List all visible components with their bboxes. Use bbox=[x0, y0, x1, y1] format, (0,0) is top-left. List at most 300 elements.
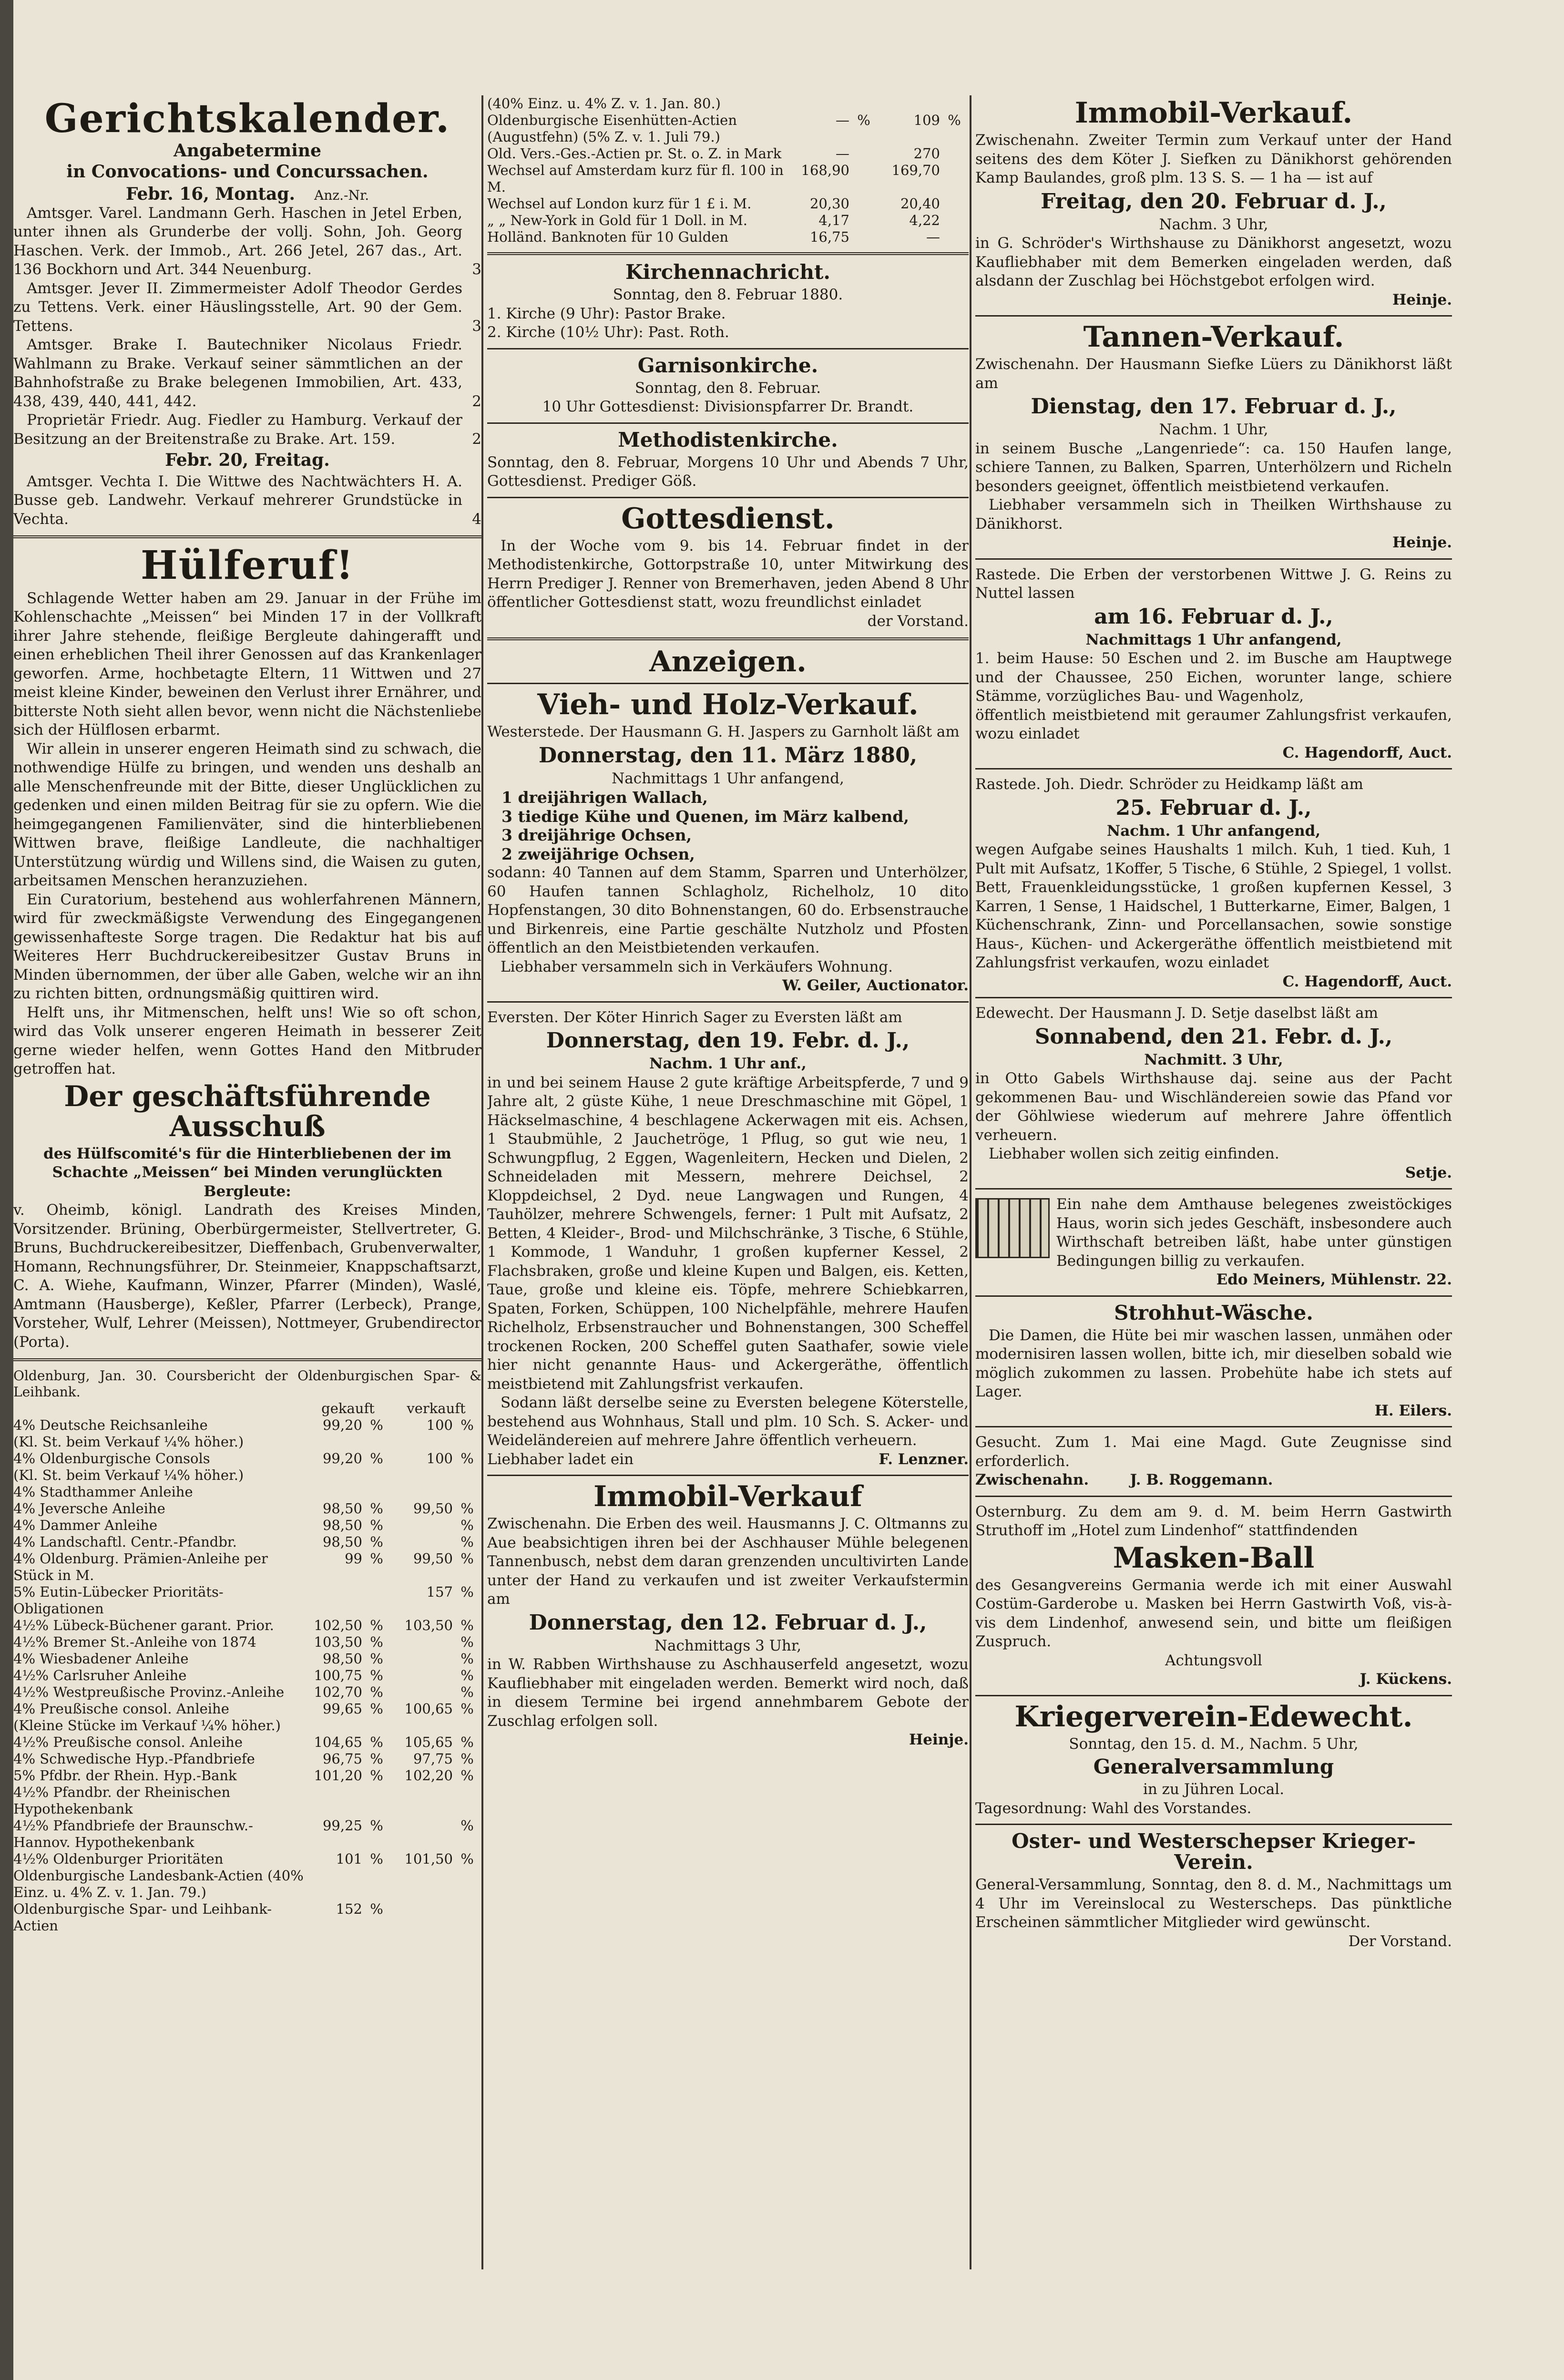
court-calendar-subtitle: in Convocations- und Concurssachen. bbox=[66, 161, 429, 182]
exchange-row bbox=[13, 1751, 481, 1767]
security-name: 4½% Pfandbriefe der Braunschw.-Hannov. Hypothekenbank bbox=[13, 1817, 253, 1851]
divider bbox=[487, 497, 969, 498]
rastede2-text: wegen Aufgabe seines Haushalts 1 milch. Kuh, 1 tied. Kuh, 1 Pult mit Aufsatz, 1Koffer, 5 Tische, 6 Stühle, 2 Spiegel, 1 vollst. Bett, Frauenkleidungsstücke, 1 großen kupfernen Kessel, 3 Karren, 1 Sense, 1 Haidschel, 1 Butterkarne, Eimer, Balgen, 1 Küchenschrank, Zinn- und Porcellansachen, sowie sonstige Haus-, Küchen- und Ackergeräthe öffentlich meistbietend mit Zahlungsfrist verkaufen, wozu einladet bbox=[975, 841, 1452, 971]
court-entry bbox=[13, 336, 481, 411]
divider bbox=[487, 348, 969, 349]
exchange-row bbox=[13, 1634, 481, 1651]
sold-value: 99,50 bbox=[413, 1500, 453, 1517]
property-sale-time: Nachmittags 3 Uhr, bbox=[654, 1637, 802, 1654]
bought-unit: % bbox=[370, 1817, 383, 1834]
sold-unit bbox=[940, 229, 969, 246]
exchange-row bbox=[13, 1867, 481, 1901]
exchange-row bbox=[13, 1584, 481, 1617]
masked-ball-text: des Gesangvereins Germania werde ich mit einer Auswahl Costüm-Garderobe u. Masken bei Herrn Gastwirth Voß, vis-à-vis dem Lindenhof, anwesend sein, und bitte um fleißigen Zuspruch. bbox=[975, 1576, 1452, 1651]
garrison-church-text: 10 Uhr Gottesdienst: Divisionspfarrer Dr. Brandt. bbox=[542, 398, 914, 416]
security-name: 4½% Lübeck-Büchener garant. Prior. bbox=[13, 1617, 274, 1634]
sold-unit: % bbox=[948, 112, 961, 128]
sold-unit bbox=[453, 1784, 481, 1817]
appeal-paragraph: Schlagende Wetter haben am 29. Januar in der Frühe im Kohlenschachte „Meissen“ bei Minden 17 in der Vollkraft ihrer Jahre stehende, fleißige Bergleute dahingerafft und einen erheblichen Theil ihrer Genossen auf das Krankenlager geworfen. Arme, hochbetagte Eltern, 11 Wittwen und 27 meist kleine Kinder, beweinen den Verlust ihrer Ernährer, und bitterste Noth sieht allen bevor, wenn nicht die Nächstenliebe sich der Hülflosen erbarmt. bbox=[13, 589, 481, 739]
house-illustration bbox=[975, 1198, 1050, 1258]
wanted-signature: Zwischenahn. J. B. Roggemann. bbox=[975, 1471, 1273, 1489]
exchange-row bbox=[13, 1484, 481, 1500]
sold-value: 4,22 bbox=[909, 212, 940, 228]
security-name: 4½% Bremer St.-Anleihe von 1874 bbox=[13, 1634, 256, 1651]
sold-unit bbox=[453, 1717, 481, 1734]
security-name: 4½% Carlsruher Anleihe bbox=[13, 1667, 187, 1684]
property-sale-title: Immobil-Verkauf bbox=[593, 1480, 862, 1514]
church-notice-date: Sonntag, den 8. Februar 1880. bbox=[613, 286, 843, 304]
bought-unit bbox=[362, 1434, 391, 1450]
bought-value: 102,70 bbox=[314, 1684, 362, 1701]
fir-sale-date: Dienstag, den 17. Februar d. J., bbox=[1031, 394, 1397, 419]
divider bbox=[975, 997, 1452, 998]
exchange-table-continued bbox=[487, 95, 969, 246]
bought-value: 99,20 bbox=[322, 1417, 362, 1434]
security-name: 4% Stadthammer Anleihe bbox=[13, 1484, 193, 1500]
sold-unit: % bbox=[460, 1734, 474, 1751]
rastede-date: am 16. Februar d. J., bbox=[1094, 604, 1333, 629]
bought-value bbox=[305, 1784, 362, 1817]
security-name: 4½% Pfandbr. der Rheinischen Hypothekenbank bbox=[13, 1784, 231, 1817]
court-entry-number: 3 bbox=[472, 261, 481, 278]
sold-value bbox=[391, 1467, 453, 1484]
livestock-item: 3 tiedige Kühe und Quenen, im März kalbend, bbox=[501, 807, 909, 826]
court-entry bbox=[13, 204, 481, 279]
sold-value: 103,50 bbox=[404, 1617, 453, 1634]
straw-hat-title: Strohhut-Wäsche. bbox=[1114, 1301, 1313, 1324]
security-name: 4% Landschaftl. Centr.-Pfandbr. bbox=[13, 1534, 237, 1550]
exchange-row bbox=[487, 229, 969, 246]
bought-value: 99 bbox=[345, 1550, 362, 1567]
exchange-row bbox=[487, 212, 969, 229]
property-sale-text: Zwischenahn. Die Erben des weil. Hausmanns J. C. Oltmanns zu Aue beabsichtigen ihren bei der Aschhauser Mühle belegenen Tannenbusch, nebst dem daran grenzenden uncultivirten Lande unter der Hand zu verkaufen und ist zweiter Verkaufstermin am bbox=[487, 1515, 969, 1608]
divider bbox=[487, 422, 969, 424]
security-name: (Kl. St. beim Verkauf ¼% höher.) bbox=[13, 1434, 244, 1450]
sold-value: 97,75 bbox=[413, 1751, 453, 1767]
eversten-text: Sodann läßt derselbe seine zu Eversten belegene Köterstelle, bestehend aus Wohnhaus, Stall und plm. 10 Sch. S. Acker- und Weideländereien auf mehrere Jahre öffentlich verheuern. bbox=[487, 1394, 969, 1449]
bought-value: 99,20 bbox=[322, 1450, 362, 1467]
veterans-club-agenda: Tagesordnung: Wahl des Vorstandes. bbox=[975, 1799, 1252, 1817]
eversten-invite: Liebhaber ladet ein bbox=[487, 1450, 634, 1468]
bought-unit: % bbox=[370, 1667, 383, 1684]
exchange-header bbox=[13, 1400, 481, 1417]
bought-value: 152 bbox=[336, 1901, 362, 1918]
sold-unit: % bbox=[460, 1517, 474, 1534]
divider bbox=[13, 1358, 481, 1361]
exchange-row bbox=[487, 112, 969, 145]
court-date: Febr. 16, Montag. bbox=[125, 184, 296, 204]
bought-unit: % bbox=[370, 1517, 383, 1534]
livestock-sale-signature: W. Geiler, Auctionator. bbox=[782, 977, 969, 995]
sold-value: 169,70 bbox=[891, 162, 940, 178]
bought-value: 96,75 bbox=[322, 1751, 362, 1767]
sold-unit bbox=[453, 1484, 481, 1500]
security-name: (Kl. St. beim Verkauf ¼% höher.) bbox=[13, 1467, 244, 1484]
divider bbox=[975, 1295, 1452, 1297]
exchange-row bbox=[487, 95, 969, 112]
sold-unit bbox=[940, 195, 969, 212]
bought-unit: % bbox=[370, 1450, 383, 1467]
security-name: „ „ New-York in Gold für 1 Doll. in M. bbox=[487, 212, 747, 228]
appeal-title: Hülferuf! bbox=[141, 543, 354, 589]
oster-veterans-text: General-Versammlung, Sonntag, den 8. d. M., Nachmittags um 4 Uhr im Vereinslocal zu Westerscheps. Das pünktliche Erscheinen sämmtlicher Mitglieder wird gewünscht. bbox=[975, 1876, 1452, 1931]
exchange-report-heading: Oldenburg, Jan. 30. Coursbericht der Oldenburgischen Spar- & Leihbank. bbox=[13, 1368, 481, 1400]
garrison-church-date: Sonntag, den 8. Februar. bbox=[634, 379, 821, 397]
committee-names: v. Oheimb, königl. Landrath des Kreises Minden, Vorsitzender. Brüning, Oberbürgermeister, Stellvertreter, G. Bruns, Buchdruckereibesitzer, Dieffenbach, Grubenverwalter, Homann, Rechnungsführer, Dr. Steinmeier, Knappschaftsarzt, C. A. Wiehe, Kaufmann, Winzer, Pfarrer (Minden), Waslé, Amtmann (Hausberge), Keßler, Pfarrer (Lerbeck), Prange, Vorsteher, Wulf, Lehrer (Meissen), Nottmeyer, Grubendirector (Porta). bbox=[13, 1201, 481, 1351]
service-title: Gottesdienst. bbox=[621, 502, 835, 535]
masked-ball-regards: Achtungsvoll bbox=[1165, 1652, 1262, 1669]
bought-unit: % bbox=[370, 1550, 383, 1567]
security-name: (Kleine Stücke im Verkauf ¼% höher.) bbox=[13, 1717, 281, 1734]
security-name: 4½% Westpreußische Provinz.-Anleihe bbox=[13, 1684, 285, 1701]
service-signature: der Vorstand. bbox=[867, 612, 969, 630]
exchange-row bbox=[13, 1684, 481, 1701]
bought-value: 103,50 bbox=[314, 1634, 362, 1651]
sold-header: verkauft bbox=[407, 1400, 466, 1417]
divider bbox=[487, 252, 969, 255]
court-entries bbox=[13, 204, 481, 449]
sold-unit: % bbox=[460, 1534, 474, 1550]
bought-unit: % bbox=[370, 1734, 383, 1751]
oster-veterans-title: Oster- und Westerschepser Krieger-Verein. bbox=[1012, 1829, 1416, 1874]
edewecht-text: Liebhaber wollen sich zeitig einfinden. bbox=[989, 1145, 1279, 1162]
divider bbox=[975, 1188, 1452, 1190]
eversten-date: Donnerstag, den 19. Febr. d. J., bbox=[546, 1028, 910, 1053]
court-entry-number: 4 bbox=[472, 510, 481, 528]
sold-value: 100 bbox=[426, 1450, 453, 1467]
appeal-paragraph: Ein Curatorium, bestehend aus wohlerfahrenen Männern, wird für zweckmäßigste Verwendung des Eingegangenen gewissenhafteste Sorge tragen. Die Redaktur hat bis auf Weiteres Herr Buchdruckereibesitzer Gustav Bruns in Minden übernommen, der über alle Gaben, welche wir an ihn zu richten bitten, ordnungsmäßig quittiren wird. bbox=[13, 891, 481, 1003]
rastede2-time: Nachm. 1 Uhr anfangend, bbox=[1106, 822, 1321, 840]
bought-value: 16,75 bbox=[809, 229, 849, 245]
bought-unit: % bbox=[857, 112, 870, 128]
column-left bbox=[13, 95, 481, 2355]
committee-title: Der geschäftsführende Ausschuß bbox=[64, 1079, 431, 1143]
sold-unit: % bbox=[460, 1767, 474, 1784]
column-divider bbox=[481, 95, 483, 2269]
sold-value: 157 bbox=[426, 1584, 453, 1600]
bought-value: 98,50 bbox=[322, 1651, 362, 1667]
property-sale-text: in G. Schröder's Wirthshause zu Dänikhorst angesetzt, wozu Kaufliebhaber mit dem Bemerken eingeladen werden, daß alsdann der Zuschlag bei Höchstgebot erfolgen wird. bbox=[975, 235, 1452, 289]
exchange-row bbox=[487, 195, 969, 212]
fir-sale-signature: Heinje. bbox=[1392, 534, 1452, 551]
security-name: 5% Eutin-Lübecker Prioritäts-Obligationen bbox=[13, 1584, 224, 1617]
bought-value: 99,65 bbox=[322, 1701, 362, 1717]
bought-unit bbox=[849, 95, 878, 112]
veterans-club-text: Sonntag, den 15. d. M., Nachm. 5 Uhr, bbox=[1069, 1735, 1359, 1753]
sold-value bbox=[391, 1534, 453, 1550]
livestock-item: 3 dreijährige Ochsen, bbox=[501, 826, 692, 845]
security-name: 4% Jeversche Anleihe bbox=[13, 1500, 165, 1517]
divider bbox=[975, 1695, 1452, 1696]
security-name: Wechsel auf London kurz für 1 £ i. M. bbox=[487, 195, 752, 212]
sold-value bbox=[391, 1651, 453, 1667]
property-sale-signature: Heinje. bbox=[1392, 291, 1452, 308]
property-sale-date: Donnerstag, den 12. Februar d. J., bbox=[529, 1610, 927, 1635]
sold-value bbox=[391, 1434, 453, 1450]
edewecht-text: Edewecht. Der Hausmann J. D. Setje daselbst läßt am bbox=[975, 1005, 1379, 1022]
veterans-club-title: Kriegerverein-Edewecht. bbox=[1014, 1700, 1413, 1734]
sold-value bbox=[391, 1667, 453, 1684]
bought-unit: % bbox=[370, 1751, 383, 1767]
scan-edge bbox=[0, 0, 13, 2380]
bought-unit: % bbox=[370, 1701, 383, 1717]
court-entry-text: Proprietär Friedr. Aug. Fiedler zu Hamburg. Verkauf der Besitzung an der Breitenstraße zu Brake. Art. 159. bbox=[13, 411, 462, 448]
court-date-note: Anz.-Nr. bbox=[314, 187, 369, 203]
edewecht-date: Sonnabend, den 21. Febr. d. J., bbox=[1034, 1024, 1393, 1049]
security-name: Holländ. Banknoten für 10 Gulden bbox=[487, 229, 729, 245]
methodist-church-text: Sonntag, den 8. Februar, Morgens 10 Uhr und Abends 7 Uhr, Gottesdienst. Prediger Göß. bbox=[487, 453, 969, 490]
sold-unit bbox=[940, 162, 969, 195]
bought-unit: % bbox=[370, 1417, 383, 1434]
exchange-row bbox=[13, 1450, 481, 1467]
security-name: 4% Deutsche Reichsanleihe bbox=[13, 1417, 208, 1434]
security-name: Old. Vers.-Ges.-Actien pr. St. o. Z. in Mark bbox=[487, 145, 782, 162]
edewecht-text: in Otto Gabels Wirthshause daj. seine aus der Pacht gekommenen Bau- und Wischländereien sowie das Pfand vor der Göhlwiese wiederum auf mehrere Jahre öffentlich verheuern. bbox=[975, 1070, 1452, 1144]
rastede2-text: Rastede. Joh. Diedr. Schröder zu Heidkamp läßt am bbox=[975, 776, 1363, 793]
court-date: Febr. 20, Freitag. bbox=[165, 450, 330, 471]
bought-unit: % bbox=[370, 1634, 383, 1651]
security-name: 4% Oldenburg. Prämien-Anleihe per Stück in M. bbox=[13, 1550, 268, 1584]
court-entry bbox=[13, 472, 481, 529]
exchange-row bbox=[13, 1734, 481, 1751]
property-sale-time: Nachm. 3 Uhr, bbox=[1159, 215, 1268, 233]
bought-unit bbox=[849, 162, 878, 195]
exchange-row bbox=[13, 1901, 481, 1934]
eversten-signature: F. Lenzner. bbox=[879, 1450, 969, 1468]
property-sale-date: Freitag, den 20. Februar d. J., bbox=[1041, 189, 1387, 214]
divider bbox=[13, 535, 481, 538]
livestock-list bbox=[487, 788, 969, 863]
rastede-items: 1. beim Hause: 50 Eschen und 2. im Busche am Hauptwege und der Chaussee, 250 Eichen, worunter lange, schiere Stämme, vorzügliches Bau- und Wagenholz, bbox=[975, 650, 1452, 705]
sold-unit: % bbox=[460, 1651, 474, 1667]
divider bbox=[975, 1824, 1452, 1825]
sold-unit: % bbox=[460, 1701, 474, 1717]
bought-value bbox=[305, 1484, 362, 1500]
sold-unit: % bbox=[460, 1684, 474, 1701]
sold-unit: % bbox=[460, 1817, 474, 1834]
property-sale-text: Zwischenahn. Zweiter Termin zum Verkauf unter der Hand seitens des dem Köter J. Siefken zu Dänikhorst gehörenden Kamp Baulandes, groß plm. 13 S. S. — 1 ha — ist auf bbox=[975, 132, 1452, 186]
bought-value: 20,30 bbox=[809, 195, 849, 212]
fir-sale-title: Tannen-Verkauf. bbox=[1083, 320, 1344, 354]
service-text: In der Woche vom 9. bis 14. Februar findet in der Methodistenkirche, Gottorpstraße 10, unter Mitwirkung des Herrn Prediger J. Renner von Bremerhaven, jeden Abend 8 Uhr öffentlicher Gottesdienst statt, wozu freundlichst einladet bbox=[487, 537, 969, 611]
property-sale-text: in W. Rabben Wirthshause zu Aschhauserfeld angesetzt, wozu Kaufliebhaber mit eingeladen werden. Bemerkt wird noch, daß in diesem Termine bei irgend annehmbarem Gebote der Zuschlag erfolgen soll. bbox=[487, 1656, 969, 1730]
livestock-sale-title: Vieh- und Holz-Verkauf. bbox=[537, 688, 919, 722]
appeal-paragraph: Helft uns, ihr Mitmenschen, helft uns! Wie so oft schon, wird das Volk unserer engeren Heimath in besserer Zeit gerne wieder helfen, wenn Gottes Hand den Mitbruder getroffen hat. bbox=[13, 1004, 481, 1078]
livestock-item: 2 zweijährige Ochsen, bbox=[501, 844, 695, 863]
bought-unit bbox=[849, 145, 878, 162]
edewecht-time: Nachmitt. 3 Uhr, bbox=[1144, 1051, 1283, 1068]
eversten-text: in und bei seinem Hause 2 gute kräftige Arbeitspferde, 7 und 9 Jahre alt, 2 güste Kühe, 1 neue Dreschmaschine mit Göpel, 1 Häckselmaschine, 4 beschlagene Ackerwagen mit eis. Achsen, 1 Staubmühle, 2 Jauchetröge, 1 Pflug, so gut wie neu, 1 Schwungpflug, 2 Eggen, Wagenleitern, Hecken und Dielen, 2 Schneideladen mit Messern, mehrere Deichsel, 2 Kloppdeichsel, 2 Dyd. neue Langwagen und Rungen, 4 Tauhölzer, mehrere Schwengels, ferner: 1 Pult mit Aufsatz, 2 Betten, 4 Kleider-, Brod- und Milchschränke, 3 Tische, 6 Stühle, 1 Kommode, 1 Wanduhr, 1 großen kupferner Kessel, 2 Flachsbraken, große und kleine Kupen und Balgen, eis. Ketten, Taue, große und kleine eis. Töpfe, mehrere Schiebkarren, Spaten, Forken, Schüppen, 100 Nichelpfähle, mehrere Haufen Richelholz, Erbsenstraucher und Bohnenstangen, 300 Scheffel trockenen Rocken, 200 Scheffel guten Saathafer, sowie viele hier nicht genannte Haus- und Ackergeräthe, öffentlich meistbietend mit Zahlungsfrist verkaufen. bbox=[487, 1074, 969, 1393]
bought-value: — bbox=[836, 145, 849, 162]
bought-unit: % bbox=[370, 1851, 383, 1867]
bought-header: gekauft bbox=[321, 1400, 375, 1417]
bought-value: 104,65 bbox=[314, 1734, 362, 1751]
bought-value: 99,25 bbox=[322, 1817, 362, 1834]
methodist-church-title: Methodistenkirche. bbox=[618, 428, 838, 451]
exchange-row bbox=[13, 1534, 481, 1550]
exchange-table bbox=[13, 1417, 481, 1934]
sold-unit bbox=[453, 1467, 481, 1484]
court-entry-number: 2 bbox=[472, 430, 481, 448]
osternburg-text: Osternburg. Zu dem am 9. d. M. beim Herrn Gastwirth Struthoff im „Hotel zum Lindenhof“ stattfindenden bbox=[975, 1503, 1452, 1539]
sold-value bbox=[391, 1901, 453, 1934]
sold-value bbox=[391, 1867, 453, 1901]
livestock-sale-intro: Westerstede. Der Hausmann G. H. Jaspers zu Garnholt läßt am bbox=[487, 723, 960, 741]
security-name: 4½% Preußische consol. Anleihe bbox=[13, 1734, 243, 1751]
house-sale-text: Ein nahe dem Amthause belegenes zweistöckiges Haus, worin sich jedes Geschäft, insbesondere auch Wirthschaft betreiben läßt, habe unter günstigen Bedingungen billig zu verkaufen. bbox=[1056, 1196, 1452, 1270]
bought-unit bbox=[362, 1784, 391, 1817]
veterans-club-assembly: Generalversammlung bbox=[1093, 1755, 1334, 1779]
sold-value bbox=[391, 1717, 453, 1734]
fir-sale-text: Liebhaber versammeln sich in Theilken Wirthshause zu Dänikhorst. bbox=[975, 496, 1452, 533]
straw-hat-text: Die Damen, die Hüte bei mir waschen lassen, unmähen oder modernisiren lassen wollen, bitte ich, mir dieselben sobald wie möglich zukommen zu lassen. Probehüte habe ich stets auf Lager. bbox=[975, 1326, 1452, 1401]
sold-unit: % bbox=[460, 1550, 474, 1567]
rastede-signature: C. Hagendorff, Auct. bbox=[1282, 744, 1452, 761]
exchange-row bbox=[13, 1434, 481, 1450]
straw-hat-signature: H. Eilers. bbox=[1374, 1402, 1452, 1419]
property-sale-signature: Heinje. bbox=[909, 1731, 969, 1749]
bought-value bbox=[305, 1717, 362, 1734]
livestock-item: 1 dreijährigen Wallach, bbox=[501, 788, 708, 807]
column-divider bbox=[970, 95, 971, 2269]
divider bbox=[487, 637, 969, 640]
exchange-row bbox=[13, 1651, 481, 1667]
divider bbox=[975, 768, 1452, 769]
security-name: 4% Oldenburgische Consols bbox=[13, 1450, 210, 1467]
court-calendar-title: Gerichtskalender. bbox=[44, 96, 450, 142]
bought-unit: % bbox=[370, 1534, 383, 1550]
edewecht-signature: Setje. bbox=[1405, 1164, 1452, 1181]
exchange-row bbox=[13, 1717, 481, 1734]
sold-value: 101,50 bbox=[404, 1851, 453, 1867]
security-name: 4% Schwedische Hyp.-Pfandbriefe bbox=[13, 1751, 255, 1767]
court-calendar-subtitle: Angabetermine bbox=[173, 141, 322, 161]
bought-unit: % bbox=[370, 1500, 383, 1517]
column-middle bbox=[487, 95, 969, 2355]
divider bbox=[975, 315, 1452, 317]
rastede-time: Nachmittags 1 Uhr anfangend, bbox=[1085, 631, 1342, 648]
sold-unit bbox=[453, 1434, 481, 1450]
bought-unit: % bbox=[370, 1684, 383, 1701]
eversten-intro: Eversten. Der Köter Hinrich Sager zu Eversten läßt am bbox=[487, 1008, 902, 1026]
bought-value bbox=[305, 1867, 362, 1901]
bought-value bbox=[305, 1584, 362, 1617]
sold-value: 100 bbox=[426, 1417, 453, 1434]
sold-value bbox=[878, 95, 940, 112]
exchange-row bbox=[13, 1667, 481, 1684]
bought-unit: % bbox=[370, 1617, 383, 1634]
wanted-text: Gesucht. Zum 1. Mai eine Magd. Gute Zeugnisse sind erforderlich. bbox=[975, 1434, 1452, 1470]
bought-value: — bbox=[836, 112, 849, 128]
bought-value bbox=[305, 1467, 362, 1484]
exchange-row bbox=[13, 1517, 481, 1534]
sold-unit: % bbox=[460, 1417, 474, 1434]
fir-sale-text: in seinem Busche „Langenriede“: ca. 150 Haufen lange, schiere Tannen, zu Balken, Sparren, Unterhölzern und Richeln besonders geeignet, öffentlich meistbietend verkaufen. bbox=[975, 440, 1452, 495]
exchange-row bbox=[487, 145, 969, 162]
court-entry bbox=[13, 411, 481, 449]
divider bbox=[975, 558, 1452, 560]
security-name: Oldenburgische Eisenhütten-Actien (Augustfehn) (5% Z. v. 1. Juli 79.) bbox=[487, 112, 737, 145]
sold-value: 109 bbox=[913, 112, 940, 128]
rastede2-signature: C. Hagendorff, Auct. bbox=[1282, 973, 1452, 990]
bought-unit bbox=[362, 1484, 391, 1500]
court-entry-text: Amtsger. Varel. Landmann Gerh. Haschen in Jetel Erben, unter ihnen als Grunderbe der vollj. Sohn, Joh. Georg Haschen. Verk. der Immob., Art. 266 Jetel, 267 das., Art. 136 Bockhorn und Art. 344 Neuenburg. bbox=[13, 204, 462, 278]
exchange-row bbox=[13, 1417, 481, 1434]
bought-value bbox=[305, 1434, 362, 1450]
bought-unit: % bbox=[370, 1767, 383, 1784]
security-name: 5% Pfdbr. der Rhein. Hyp.-Bank bbox=[13, 1767, 237, 1784]
security-name: Oldenburgische Spar- und Leihbank-Actien bbox=[13, 1901, 272, 1934]
bought-unit bbox=[849, 212, 878, 229]
sold-unit: % bbox=[460, 1450, 474, 1467]
garrison-church-title: Garnisonkirche. bbox=[637, 353, 818, 377]
court-entry-text: Amtsger. Vechta I. Die Wittwe des Nachtwächters H. A. Busse geb. Landwehr. Verkauf mehrerer Grundstücke in Vechta. bbox=[13, 472, 462, 528]
masked-ball-signature: J. Kückens. bbox=[1360, 1671, 1452, 1688]
bought-unit bbox=[849, 195, 878, 212]
security-name: Oldenburgische Landesbank-Actien (40% Einz. u. 4% Z. v. 1. Jan. 79.) bbox=[13, 1867, 304, 1901]
church-notice-title: Kirchennachricht. bbox=[625, 260, 831, 284]
sold-unit bbox=[940, 145, 969, 162]
bought-value: 168,90 bbox=[801, 162, 849, 178]
divider bbox=[487, 1001, 969, 1003]
sold-unit: % bbox=[460, 1634, 474, 1651]
bought-unit bbox=[362, 1584, 391, 1617]
property-sale-title: Immobil-Verkauf. bbox=[1074, 96, 1353, 130]
divider bbox=[487, 1475, 969, 1476]
bought-value: 102,50 bbox=[314, 1617, 362, 1634]
sold-value: 99,50 bbox=[413, 1550, 453, 1567]
bought-value: 98,50 bbox=[322, 1500, 362, 1517]
divider bbox=[975, 1426, 1452, 1427]
sold-unit: % bbox=[460, 1667, 474, 1684]
sold-unit: % bbox=[460, 1851, 474, 1867]
advertisements-title: Anzeigen. bbox=[649, 645, 807, 679]
exchange-row bbox=[13, 1701, 481, 1717]
sold-value: 100,65 bbox=[404, 1701, 453, 1717]
rastede-text: Rastede. Die Erben der verstorbenen Wittwe J. G. Reins zu Nuttel lassen bbox=[975, 565, 1452, 602]
court-entry-number: 3 bbox=[472, 317, 481, 335]
livestock-sale-date: Donnerstag, den 11. März 1880, bbox=[538, 743, 918, 768]
livestock-sale-time: Nachmittags 1 Uhr anfangend, bbox=[612, 769, 844, 787]
security-name: 4% Wiesbadener Anleihe bbox=[13, 1651, 189, 1667]
sold-value: — bbox=[926, 229, 940, 245]
court-entry-text: Amtsger. Jever II. Zimmermeister Adolf Theodor Gerdes zu Tettens. Verk. einer Häuslingsstelle, Art. 90 der Gem. Tettens. bbox=[13, 279, 462, 335]
security-name: 4% Dammer Anleihe bbox=[13, 1517, 158, 1534]
court-entry bbox=[13, 279, 481, 336]
sold-unit bbox=[453, 1867, 481, 1901]
committee-subtitle: des Hülfscomité's für die Hinterbliebenen der im Schachte „Meissen“ bei Minden verunglückten Bergleute: bbox=[43, 1145, 451, 1200]
divider bbox=[487, 683, 969, 684]
bought-unit bbox=[362, 1717, 391, 1734]
bought-value: 98,50 bbox=[322, 1517, 362, 1534]
eversten-time: Nachm. 1 Uhr anf., bbox=[649, 1055, 807, 1073]
sold-unit bbox=[453, 1901, 481, 1934]
bought-value: 101,20 bbox=[314, 1767, 362, 1784]
oster-veterans-signature: Der Vorstand. bbox=[1348, 1932, 1452, 1950]
sold-unit: % bbox=[460, 1500, 474, 1517]
bought-value: 100,75 bbox=[314, 1667, 362, 1684]
masked-ball-title: Masken-Ball bbox=[1113, 1541, 1315, 1575]
exchange-row bbox=[13, 1467, 481, 1484]
sold-value bbox=[391, 1784, 453, 1817]
veterans-club-text: in zu Jühren Local. bbox=[1143, 1781, 1285, 1798]
sold-value bbox=[391, 1684, 453, 1701]
sold-unit bbox=[940, 212, 969, 229]
sold-unit: % bbox=[460, 1584, 474, 1600]
sold-value bbox=[391, 1517, 453, 1534]
bought-unit: % bbox=[370, 1901, 383, 1918]
exchange-row bbox=[13, 1767, 481, 1784]
